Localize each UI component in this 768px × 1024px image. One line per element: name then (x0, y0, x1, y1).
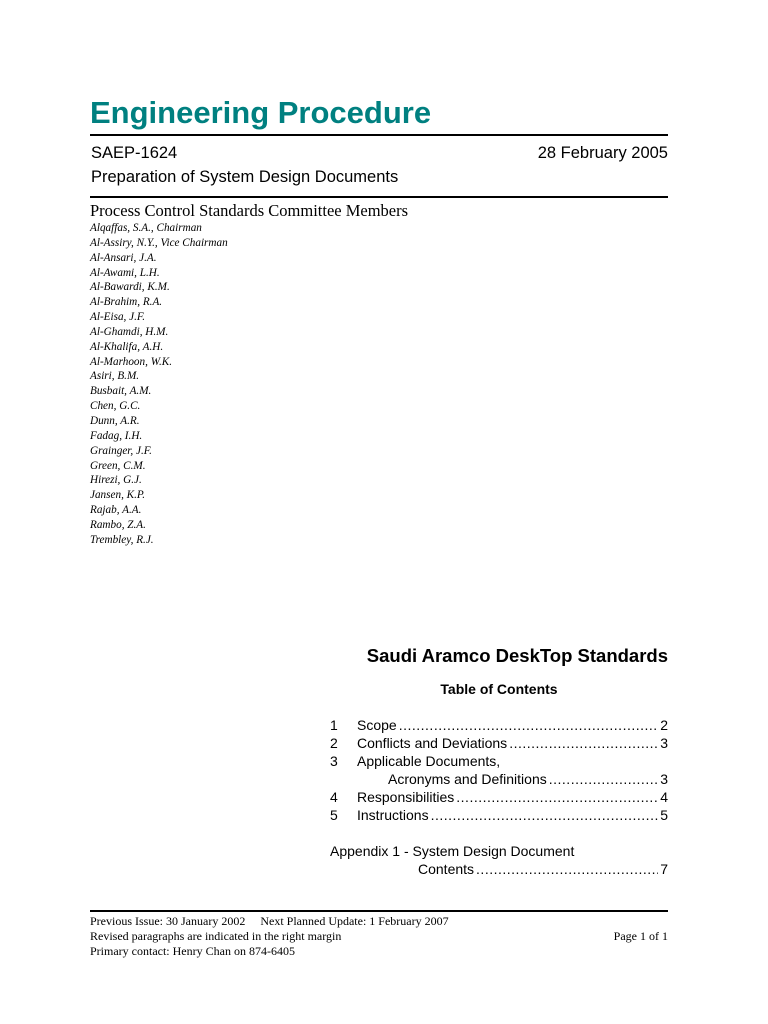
appendix-text: Appendix 1 - System Design Document (330, 843, 575, 859)
document-date: 28 February 2005 (537, 144, 668, 162)
primary-contact: Primary contact: Henry Chan on 874-6405 (90, 944, 295, 958)
committee-member: Jansen, K.P. (90, 489, 146, 502)
footer-divider (90, 910, 668, 912)
committee-member: Al-Marhoon, W.K. (90, 355, 173, 368)
toc-entry-page: 3 (660, 735, 668, 751)
toc-entry-number: 2 (330, 735, 338, 751)
toc-entry-text: Scope (357, 717, 397, 733)
page-indicator: Page 1 of 1 (613, 929, 668, 943)
committee-heading: Process Control Standards Committee Members (90, 201, 409, 220)
committee-member-list (90, 221, 228, 548)
document-footer (90, 914, 668, 959)
committee-member: Al-Eisa, J.F. (90, 311, 146, 324)
document-title: Engineering Procedure (90, 95, 432, 130)
toc-entry-applicable-documents[interactable] (330, 752, 668, 788)
toc-entry-text-continued: Acronyms and Definitions (388, 771, 547, 787)
standards-heading: Saudi Aramco DeskTop Standards (366, 645, 668, 666)
committee-member: Al-Brahim, R.A. (90, 296, 163, 309)
toc-entry-scope[interactable] (330, 716, 668, 734)
committee-member: Trembley, R.J. (90, 533, 154, 546)
document-number: SAEP-1624 (91, 144, 178, 162)
toc-entry-page: 4 (660, 789, 668, 805)
committee-member: Al-Ghamdi, H.M. (90, 325, 169, 338)
committee-member: Al-Ansari, J.A. (90, 251, 157, 264)
document-subtitle: Preparation of System Design Documents (91, 168, 399, 186)
toc-entry-number: 3 (330, 753, 338, 769)
toc-dot-leader (399, 716, 659, 734)
toc-entry-page: 3 (660, 771, 668, 787)
toc-title: Table of Contents (440, 681, 558, 697)
committee-member: Al-Bawardi, K.M. (90, 281, 170, 294)
toc-dot-leader (431, 806, 659, 824)
appendix-page: 7 (660, 861, 668, 877)
toc-entry-text: Instructions (357, 807, 429, 823)
table-of-contents (330, 716, 668, 824)
toc-dot-leader (476, 860, 658, 878)
toc-entry-text: Responsibilities (357, 789, 455, 805)
previous-issue: Previous Issue: 30 January 2002 (90, 914, 246, 928)
toc-entry-number: 5 (330, 807, 338, 823)
toc-dot-leader (549, 770, 658, 788)
toc-entry-text: Applicable Documents, (357, 753, 501, 769)
toc-entry-page: 2 (660, 717, 668, 733)
committee-member: Alqaffas, S.A., Chairman (90, 222, 202, 234)
title-divider (90, 134, 668, 136)
toc-dot-leader (509, 734, 658, 752)
committee-member: Asiri, B.M. (90, 370, 140, 383)
toc-dot-leader (456, 788, 658, 806)
committee-member: Green, C.M. (90, 459, 146, 472)
committee-member: Dunn, A.R. (90, 414, 140, 427)
committee-member: Al-Khalifa, A.H. (90, 340, 164, 353)
committee-member: Grainger, J.F. (90, 444, 152, 457)
toc-entry-page: 5 (660, 807, 668, 823)
committee-member: Rambo, Z.A. (90, 518, 146, 531)
toc-entry-instructions[interactable] (330, 806, 668, 824)
committee-member: Chen, G.C. (90, 400, 141, 413)
toc-entry-conflicts[interactable] (330, 734, 668, 752)
committee-member: Hirezi, G.J. (90, 474, 142, 487)
subtitle-divider (90, 196, 668, 198)
toc-entry-number: 4 (330, 789, 338, 805)
committee-member: Busbait, A.M. (90, 385, 152, 398)
toc-entry-appendix[interactable] (330, 842, 668, 878)
toc-entry-text: Conflicts and Deviations (357, 735, 508, 751)
toc-entry-number: 1 (330, 717, 338, 733)
appendix-text-continued: Contents (418, 861, 475, 877)
revised-paragraphs-note: Revised paragraphs are indicated in the right margin (90, 929, 342, 943)
committee-member: Fadag, I.H. (90, 429, 143, 442)
committee-member: Al-Assiry, N.Y., Vice Chairman (90, 236, 228, 249)
committee-member: Al-Awami, L.H. (90, 266, 160, 279)
committee-member: Rajab, A.A. (90, 504, 142, 517)
toc-entry-responsibilities[interactable] (330, 788, 668, 806)
next-planned-update: Next Planned Update: 1 February 2007 (260, 914, 449, 928)
